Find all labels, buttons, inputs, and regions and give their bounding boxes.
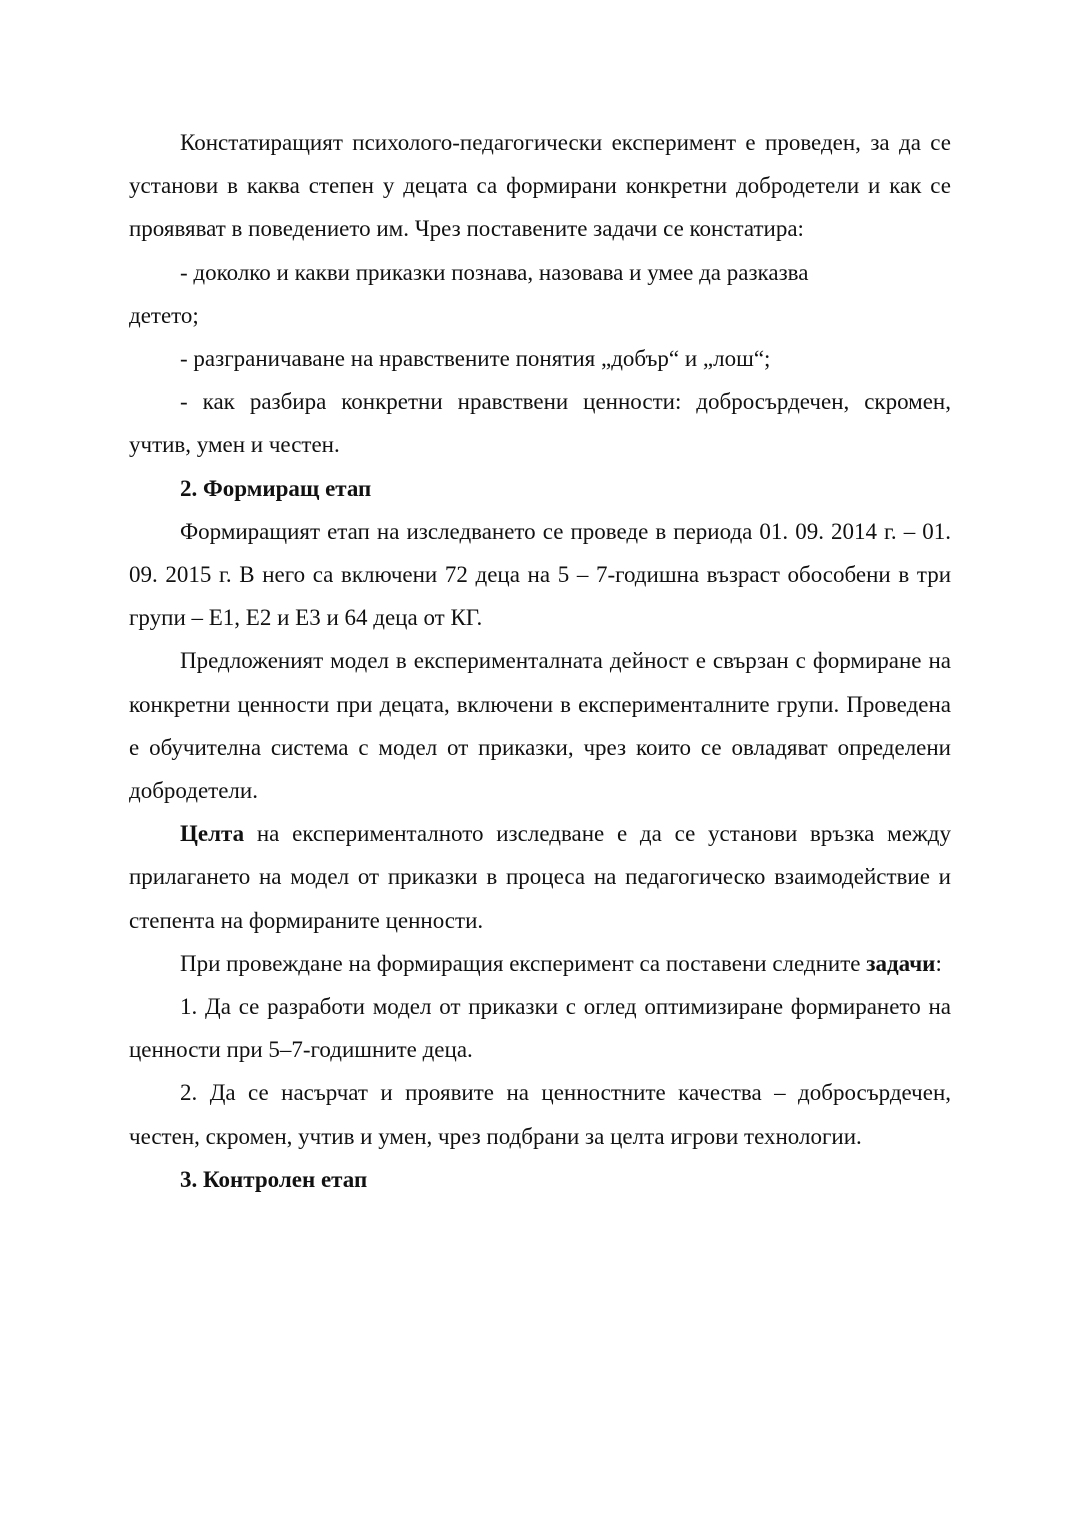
tasks-colon: : xyxy=(935,950,942,976)
bullet-fairy-tales-line2: детето; xyxy=(129,302,199,328)
bullet-fairy-tales-line1: - доколко и какви приказки познава, назовава и умее да разказва xyxy=(180,259,809,285)
tasks-label: задачи xyxy=(866,950,936,976)
paragraph-forming-stage-period: Формиращият етап на изследването се проведе в периода 01. 09. 2014 г. – 01. 09. 2015 г. В него са включени 72 деца на 5 – 7-годишна възраст обособени в три групи – Е1, Е2 и Е3 и 64 деца от КГ. xyxy=(129,518,951,631)
goal-text: на експерименталното изследване е да се установи връзка между прилагането на модел от приказки в процеса на педагогическо взаимодействие и степента на формираните ценности. xyxy=(129,821,951,933)
tasks-intro-text: При провеждане на формиращия експеримент са поставени следните xyxy=(180,950,867,976)
task-item-2: 2. Да се насърчат и проявите на ценностните качества – добросърдечен, честен, скромен, учтив и умен, чрез подбрани за целта игрови технологии. xyxy=(129,1080,951,1149)
heading-control-stage: 3. Контролен етап xyxy=(180,1166,368,1192)
paragraph-proposed-model: Предложеният модел в експерименталната дейност е свързан с формиране на конкретни ценности при децата, включени в експерименталните групи. Проведена е обучителна система с модел от приказки, чрез които се овладяват определени добродетели. xyxy=(129,648,951,804)
paragraph-goal xyxy=(129,812,951,942)
bullet-good-bad: - разграничаване на нравствените понятия „добър“ и „лош“; xyxy=(180,346,771,372)
bullet-moral-values: - как разбира конкретни нравствени ценности: добросърдечен, скромен, учтив, умен и честен. xyxy=(129,389,951,458)
heading-forming-stage: 2. Формиращ етап xyxy=(180,475,372,501)
paragraph-ascertaining-experiment: Констатиращият психолого-педагогически експеримент е проведен, за да се установи в каква степен у децата са формирани конкретни добродетели и как се проявяват в поведението им. Чрез поставените задачи се констатира: xyxy=(129,130,951,242)
task-item-1: 1. Да се разработи модел от приказки с оглед оптимизиране формирането на ценности при 5–7-годишните деца. xyxy=(129,994,951,1063)
document-body xyxy=(129,121,951,1201)
paragraph-tasks-intro xyxy=(129,942,951,985)
goal-label: Целта xyxy=(180,821,245,847)
